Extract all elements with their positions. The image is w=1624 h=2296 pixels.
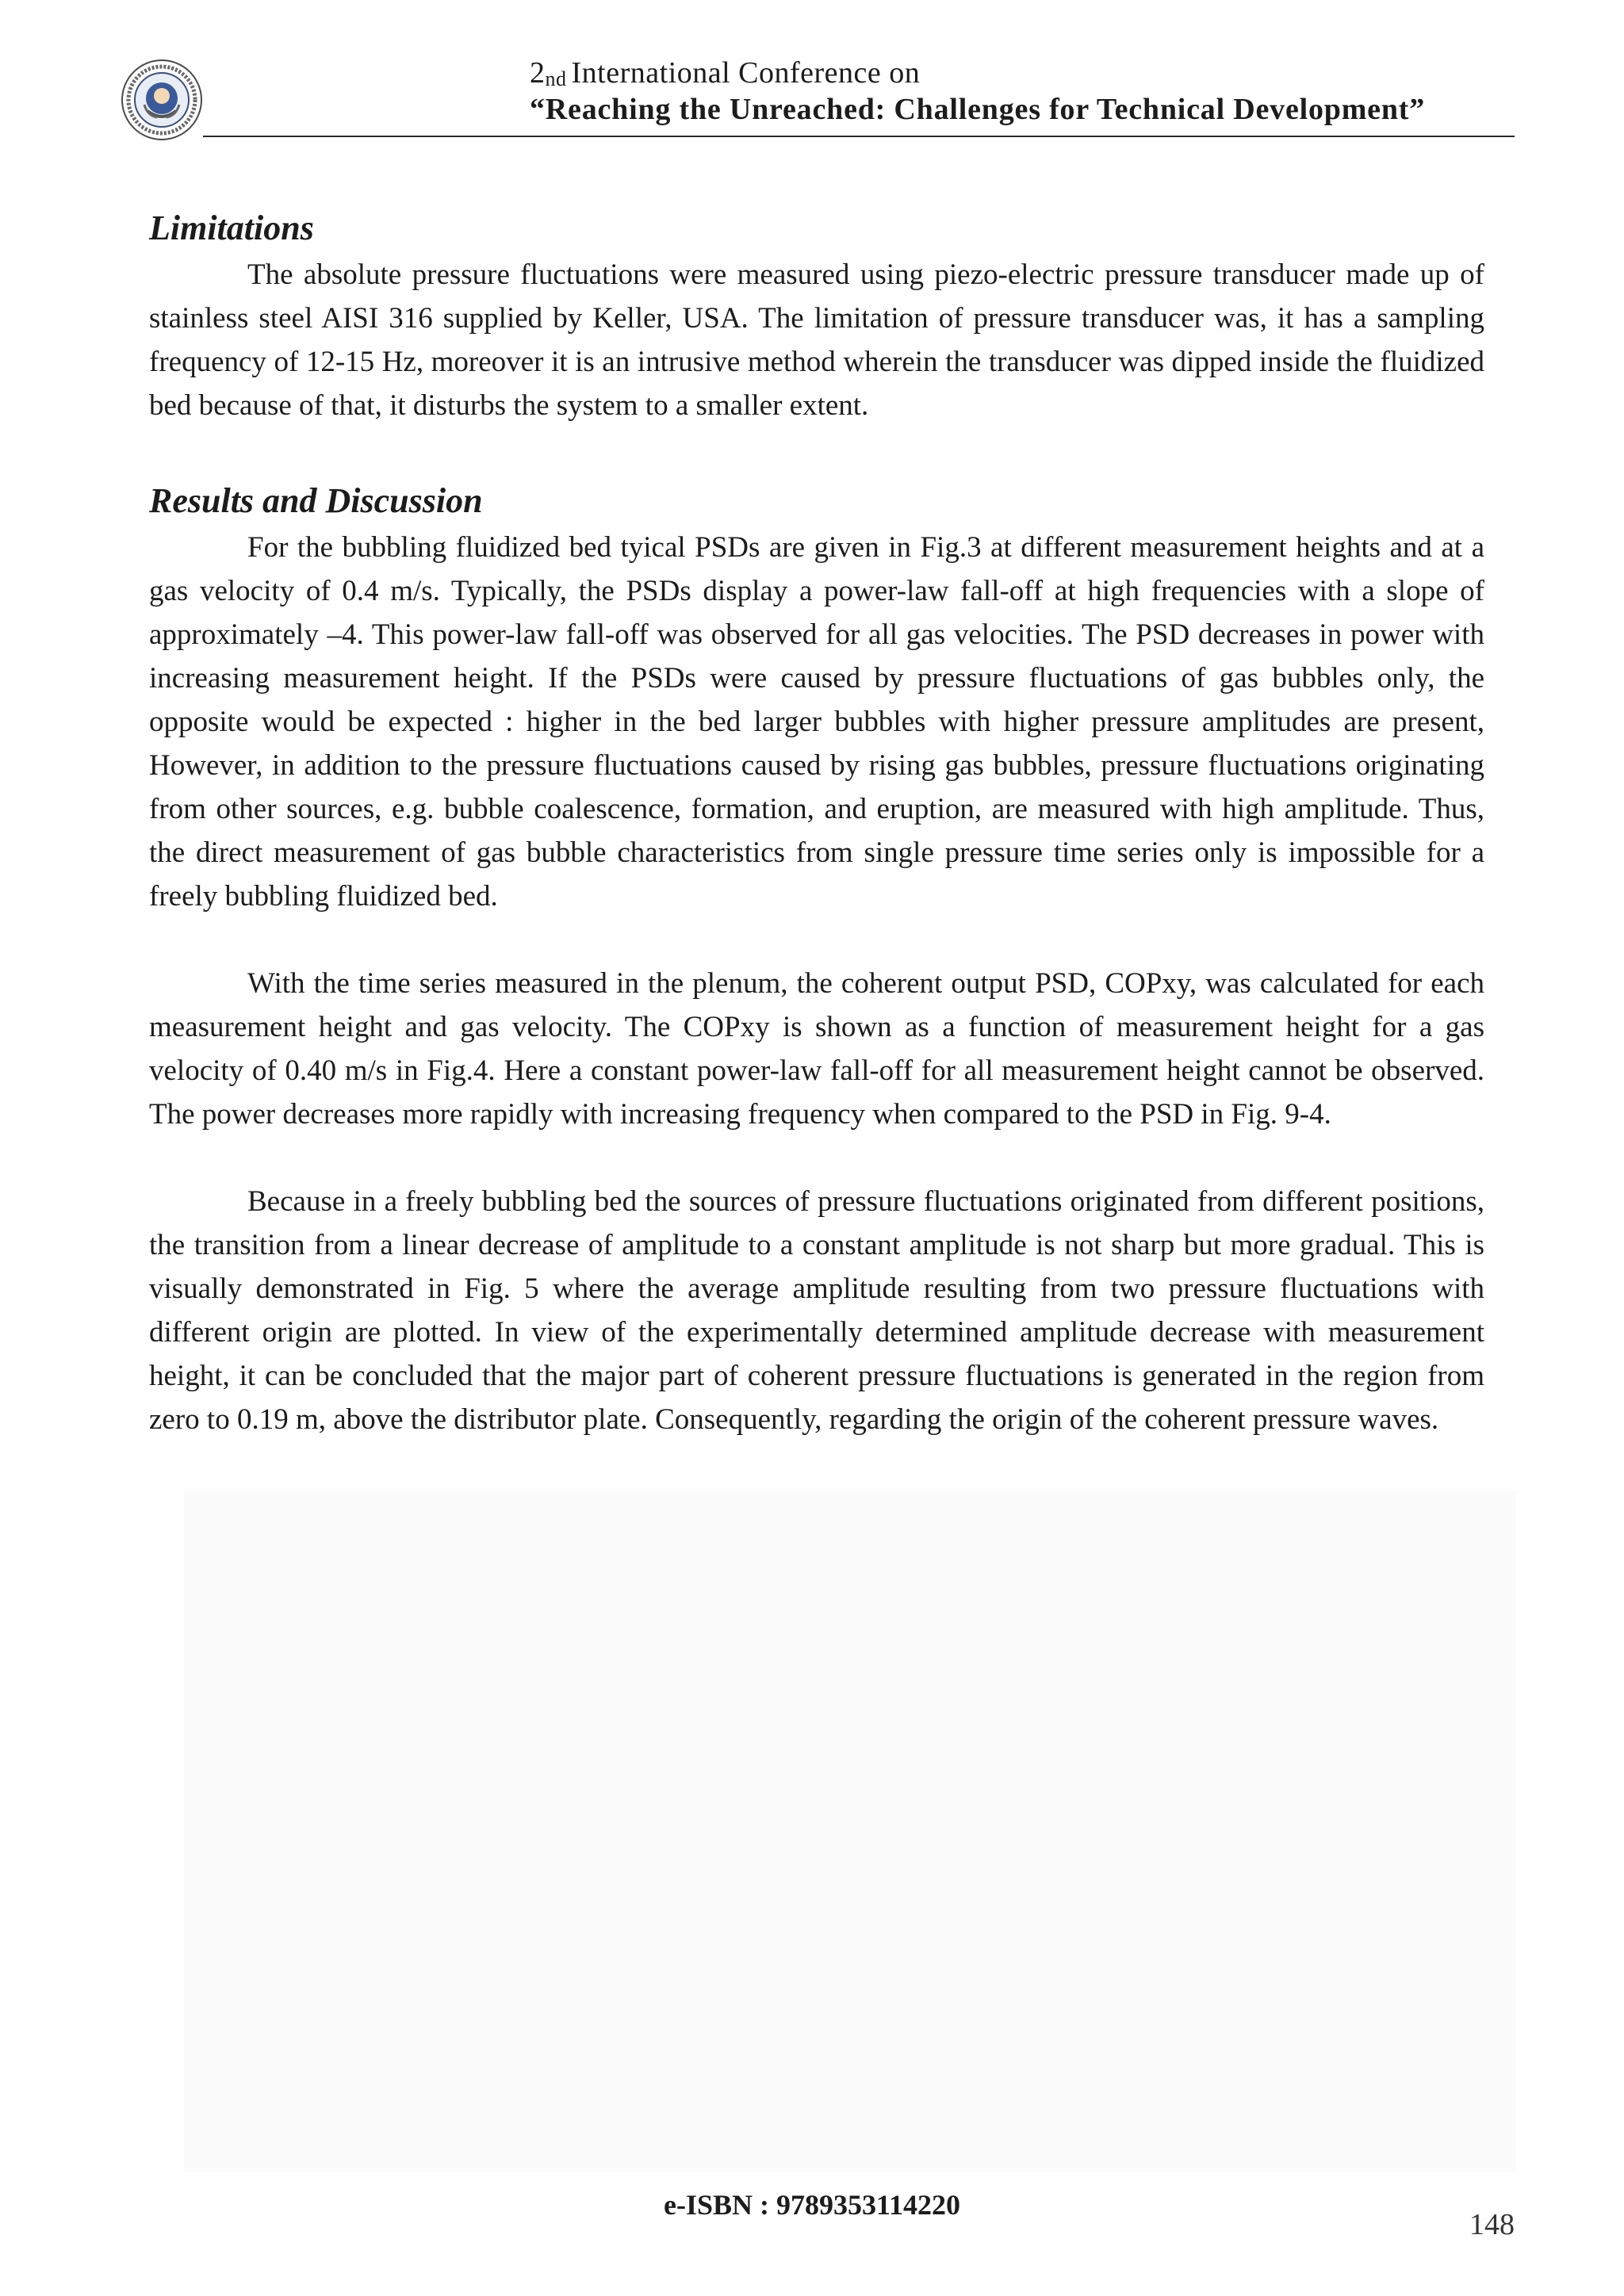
limitations-heading: Limitations [149,209,314,247]
edition-suffix: nd [545,67,567,90]
conference-title: “Reaching the Unreached: Challenges for Technical Development” [530,93,1426,126]
conference-edition-line [530,55,920,97]
header-divider [203,136,1515,137]
page-number: 148 [1469,2208,1515,2241]
conference-name: International Conference on [571,56,921,90]
conference-logo-icon [121,59,203,141]
results-paragraph-3: Because in a freely bubbling bed the sources of pressure fluctuations originated from different positions, the transition from a linear decrease of amplitude to a constant amplitude is not sharp but more gradual. This is visually demonstrated in Fig. 5 where the average amplitude resulting from two pressure fluctuations with different origin are plotted. In view of the experimentally determined amplitude decrease with measurement height, it can be concluded that the major part of coherent pressure fluctuations is generated in the region from zero to 0.19 m, above the distributor plate. Consequently, regarding the origin of the coherent pressure waves. [149,1185,1484,1436]
results-heading: Results and Discussion [149,481,483,520]
page-background-shade [184,1490,1516,2172]
edition-number: 2 [530,56,546,90]
limitations-paragraph: The absolute pressure fluctuations were measured using piezo-electric pressure transducer made up of stainless steel AISI 316 supplied by Keller, USA. The limitation of pressure transducer was, it has a sampling frequency of 12-15 Hz, moreover it is an intrusive method wherein the transducer was dipped inside the fluidized bed because of that, it disturbs the system to a smaller extent. [149,258,1484,422]
results-paragraph-2: With the time series measured in the plenum, the coherent output PSD, COPxy, was calculated for each measurement height and gas velocity. The COPxy is shown as a function of measurement height for a gas velocity of 0.40 m/s in Fig.4. Here a constant power-law fall-off for all measurement height cannot be observed. The power decreases more rapidly with increasing frequency when compared to the PSD in Fig. 9-4. [149,967,1484,1131]
isbn-footer: e-ISBN : 9789353114220 [663,2189,960,2221]
results-paragraph-1: For the bubbling fluidized bed tyical PSDs are given in Fig.3 at different measurement heights and at a gas velocity of 0.4 m/s. Typically, the PSDs display a power-law fall-off at high frequencies with a slope of approximately –4. This power-law fall-off was observed for all gas velocities. The PSD decreases in power with increasing measurement height. If the PSDs were caused by pressure fluctuations of gas bubbles only, the opposite would be expected : higher in the bed larger bubbles with higher pressure amplitudes are present, However, in addition to the pressure fluctuations caused by rising gas bubbles, pressure fluctuations originating from other sources, e.g. bubble coalescence, formation, and eruption, are measured with high amplitude. Thus, the direct measurement of gas bubble characteristics from single pressure time series only is impossible for a freely bubbling fluidized bed. [149,531,1484,913]
